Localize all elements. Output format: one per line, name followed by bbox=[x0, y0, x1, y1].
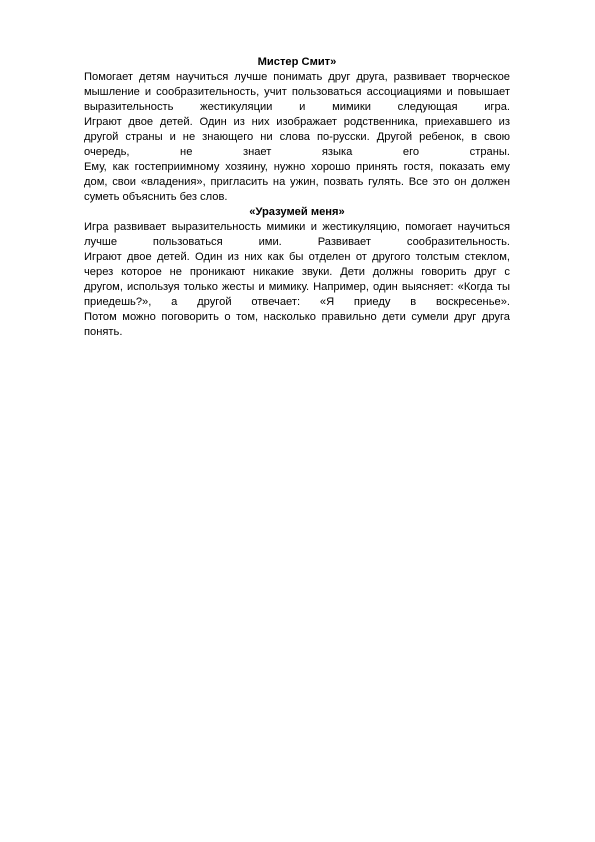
text-line: Игра развивает выразительность мимики и жестикуляцию, помогает научиться bbox=[84, 221, 510, 233]
text-line: Играют двое детей. Один из них как бы отделен от другого толстым стеклом, bbox=[84, 251, 510, 263]
text-line: Ему, как гостеприимному хозяину, нужно хорошо принять гостя, показать ему bbox=[84, 161, 510, 173]
text-line: Помогает детям научиться лучше понимать друг друга, развивает творческое bbox=[84, 71, 510, 83]
document-body bbox=[84, 55, 510, 340]
section-body-urazumey-menya bbox=[84, 220, 510, 340]
text-line: лучше пользоваться ими. Развивает сообразительность. bbox=[84, 236, 510, 248]
text-line: Играют двое детей. Один из них изображает родственника, приехавшего из bbox=[84, 116, 510, 128]
section-title-urazumey-menya: «Уразумей меня» bbox=[249, 206, 345, 218]
text-line: приедешь?», а другой отвечает: «Я приеду в воскресенье». bbox=[84, 296, 510, 308]
text-line: очередь, не знает языка его страны. bbox=[84, 146, 510, 158]
text-line: суметь объяснить без слов. bbox=[84, 191, 228, 203]
text-line: мышление и сообразительность, учит пользоваться ассоциациями и повышает bbox=[84, 86, 510, 98]
section-title-mister-smit: Мистер Смит» bbox=[257, 56, 337, 68]
text-line: понять. bbox=[84, 326, 123, 338]
text-line: другой страны и не знающего ни слова по-русски. Другой ребенок, в свою bbox=[84, 131, 510, 143]
text-line: дом, свои «владения», пригласить на ужин, позвать гулять. Все это он должен bbox=[84, 176, 510, 188]
text-line: выразительность жестикуляции и мимики следующая игра. bbox=[84, 101, 510, 113]
text-line: другом, используя только жесты и мимику. Например, один выясняет: «Когда ты bbox=[84, 281, 510, 293]
text-line: Потом можно поговорить о том, насколько правильно дети сумели друг друга bbox=[84, 311, 510, 323]
section-body-mister-smit bbox=[84, 70, 510, 205]
text-line: через которое не проникают никакие звуки. Дети должны говорить друг с bbox=[84, 266, 510, 278]
